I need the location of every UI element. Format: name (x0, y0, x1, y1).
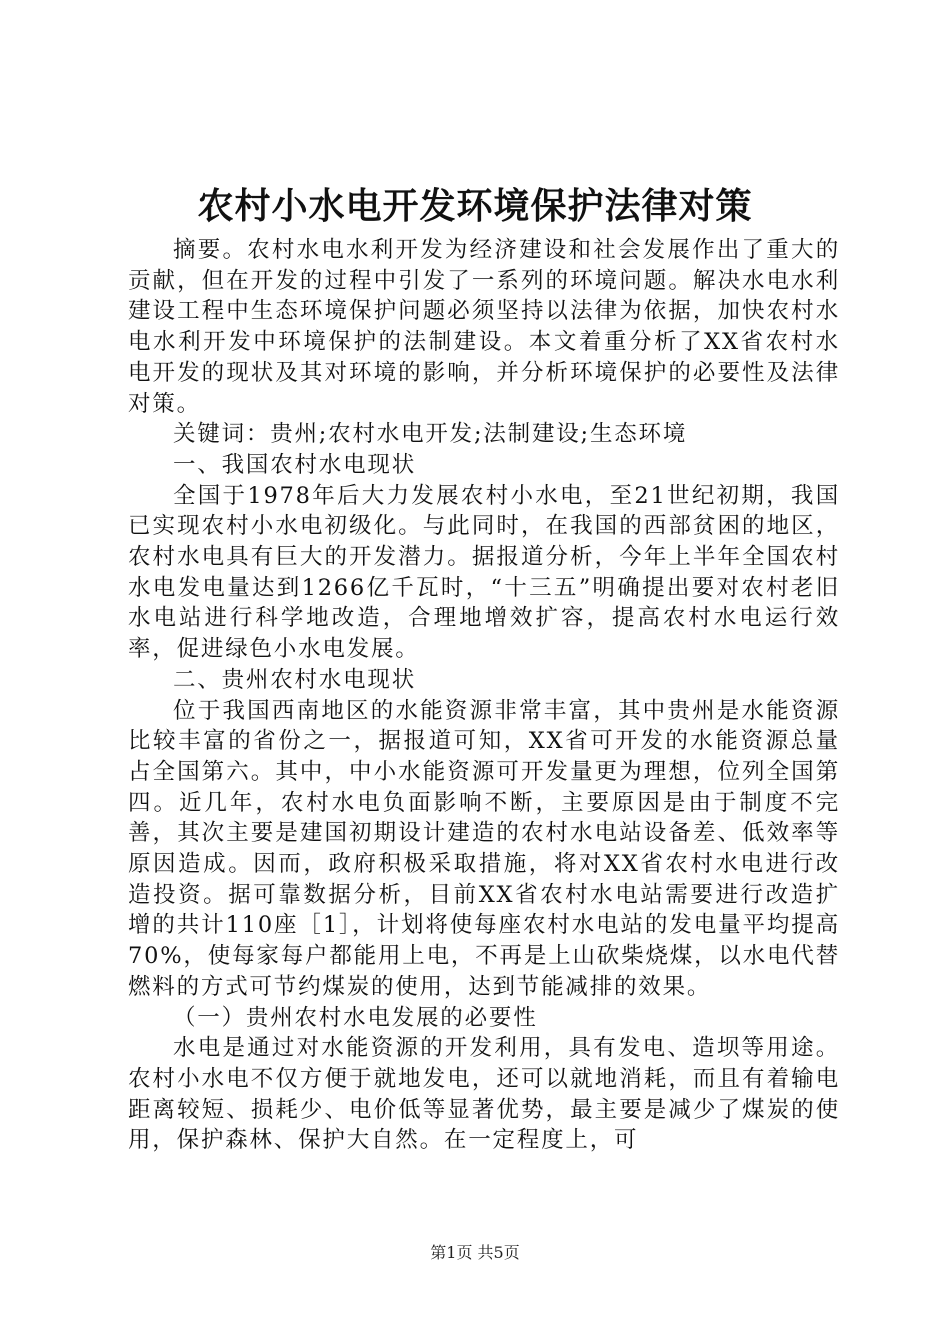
document-body (128, 235, 840, 1156)
body-paragraph: 位于我国西南地区的水能资源非常丰富，其中贵州是水能资源比较丰富的省份之一，据报道可知，XX省可开发的水能资源总量占全国第六。其中，中小水能资源可开发量更为理想，位列全国第四。近几年，农村水电负面影响不断，主要原因是由于制度不完善，其次主要是建国初期设计建造的农村水电站设备差、低效率等原因造成。因而，政府积极采取措施，将对XX省农村水电进行改造投资。据可靠数据分析，目前XX省农村水电站需要进行改造扩增的共计110座［1］，计划将使每座农村水电站的发电量平均提高70%，使每家每户都能用上电，不再是上山砍柴烧煤，以水电代替燃料的方式可节约煤炭的使用，达到节能减排的效果。 (128, 697, 840, 1000)
abstract-paragraph: 摘要。农村水电水利开发为经济建设和社会发展作出了重大的贡献，但在开发的过程中引发了一系列的环境问题。解决水电水利建设工程中生态环境保护问题必须坚持以法律为依据，加快农村水电水利开发中环境保护的法制建设。本文着重分析了XX省农村水电开发的现状及其对环境的影响，并分析环境保护的必要性及法律对策。 (128, 237, 840, 417)
section-heading-2: 二、贵州农村水电现状 (173, 666, 417, 693)
subsection-heading-1: （一）贵州农村水电发展的必要性 (173, 1004, 538, 1031)
page-footer: 第1页 共5页 (430, 1243, 520, 1262)
section-heading-1: 一、我国农村水电现状 (173, 451, 417, 478)
body-paragraph: 水电是通过对水能资源的开发利用，具有发电、造坝等用途。农村小水电不仅方便于就地发电，还可以就地消耗，而且有着输电距离较短、损耗少、电价低等显著优势，最主要是减少了煤炭的使用，保护森林、保护大自然。在一定程度上，可 (128, 1035, 840, 1154)
document-title: 农村小水电开发环境保护法律对策 (197, 185, 753, 227)
body-paragraph: 全国于1978年后大力发展农村小水电，至21世纪初期，我国已实现农村小水电初级化。与此同时，在我国的西部贫困的地区，农村水电具有巨大的开发潜力。据报道分析，今年上半年全国农村水电发电量达到1266亿千瓦时，“十三五”明确提出要对农村老旧水电站进行科学地改造，合理地增效扩容，提高农村水电运行效率，促进绿色小水电发展。 (128, 482, 840, 663)
keywords-line: 关键词：贵州;农村水电开发;法制建设;生态环境 (173, 421, 688, 448)
